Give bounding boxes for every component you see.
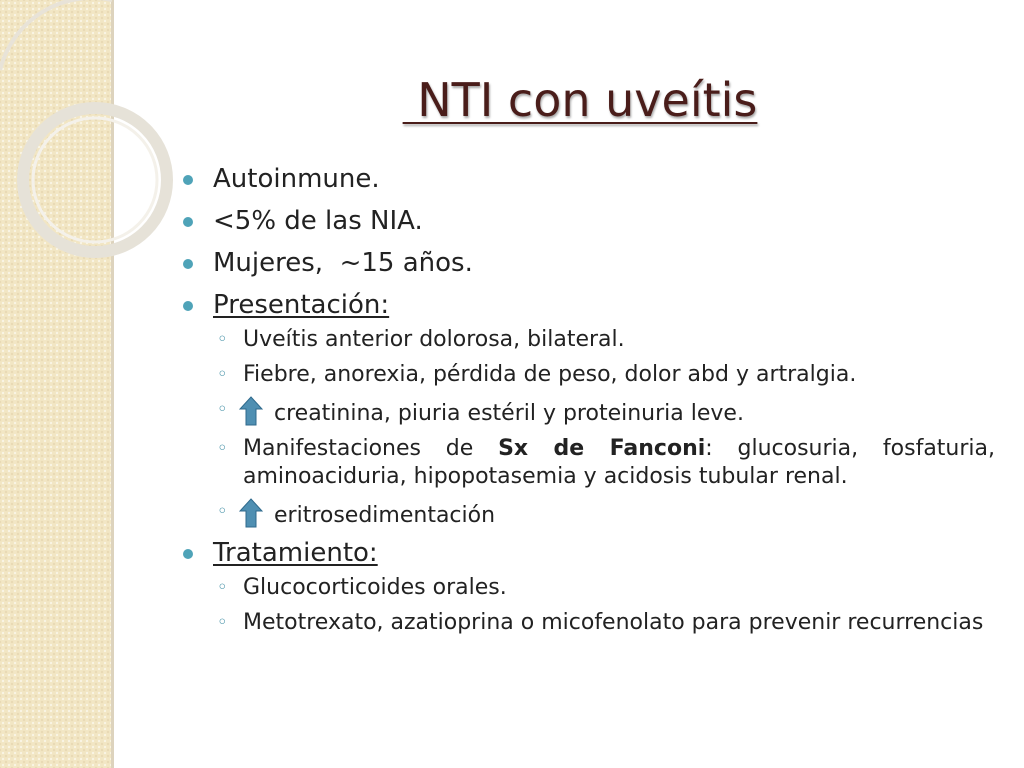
- up-arrow-icon: [239, 396, 263, 426]
- sub-item-uveitis: [180, 326, 995, 354]
- up-arrow-icon: [239, 498, 263, 528]
- bullet-item-tratamiento: [180, 537, 995, 570]
- bullet-text: Autoinmune.: [213, 164, 380, 194]
- bullet-dot-icon: [183, 301, 193, 311]
- ring-bullet-icon: ◦: [217, 364, 228, 385]
- bullet-dot-icon: [183, 259, 193, 269]
- bullet-dot-icon: [183, 549, 193, 559]
- bullet-item-mujeres: [180, 247, 995, 280]
- ring-bullet-icon: ◦: [217, 501, 228, 522]
- bullet-text: Mujeres, ~15 años.: [213, 248, 473, 278]
- bullet-dot-icon: [183, 175, 193, 185]
- section-heading-tratamiento: Tratamiento:: [213, 538, 378, 568]
- slide-title: NTI con uveítis: [402, 73, 758, 127]
- sub-item-fanconi: [180, 435, 995, 491]
- sub-item-text-pre: Manifestaciones de: [243, 436, 499, 461]
- sub-item-glucocorticoides: [180, 574, 995, 602]
- sub-item-creatinina: [180, 396, 995, 428]
- ring-bullet-icon: ◦: [217, 612, 228, 633]
- sub-item-text: Fiebre, anorexia, pérdida de peso, dolor abd y artralgia.: [243, 362, 857, 387]
- ring-bullet-icon: ◦: [217, 438, 228, 459]
- sub-item-text: eritrosedimentación: [274, 503, 496, 528]
- bullet-item-autoinmune: [180, 163, 995, 196]
- sub-item-eritro: [180, 498, 995, 530]
- sub-item-fiebre: [180, 361, 995, 389]
- sub-item-metotrexato: [180, 609, 995, 637]
- bullet-item-presentacion: [180, 289, 995, 322]
- bullet-text: <5% de las NIA.: [213, 206, 423, 236]
- bullet-list: [180, 163, 995, 644]
- ring-bullet-icon: ◦: [217, 329, 228, 350]
- presentacion-sublist: [180, 326, 995, 530]
- section-heading-presentacion: Presentación:: [213, 290, 390, 320]
- bullet-dot-icon: [183, 217, 193, 227]
- sub-item-text: Glucocorticoides orales.: [243, 575, 507, 600]
- bullet-item-nia: [180, 205, 995, 238]
- sub-item-text-post: : glucosuria, fosfaturia, aminoaciduria, hipopotasemia y acidosis tubular renal.: [243, 436, 995, 489]
- tratamiento-sublist: [180, 574, 995, 637]
- sub-item-text-bold: Sx de Fanconi: [498, 436, 706, 461]
- ring-bullet-icon: ◦: [217, 577, 228, 598]
- sub-item-text: Uveítis anterior dolorosa, bilateral.: [243, 327, 625, 352]
- ring-bullet-icon: ◦: [217, 399, 228, 420]
- decorative-rings-graphic: [0, 0, 200, 260]
- sub-item-text: Metotrexato, azatioprina o micofenolato para prevenir recurrencias: [243, 610, 984, 635]
- sub-item-text: creatinina, piuria estéril y proteinuria leve.: [274, 401, 744, 426]
